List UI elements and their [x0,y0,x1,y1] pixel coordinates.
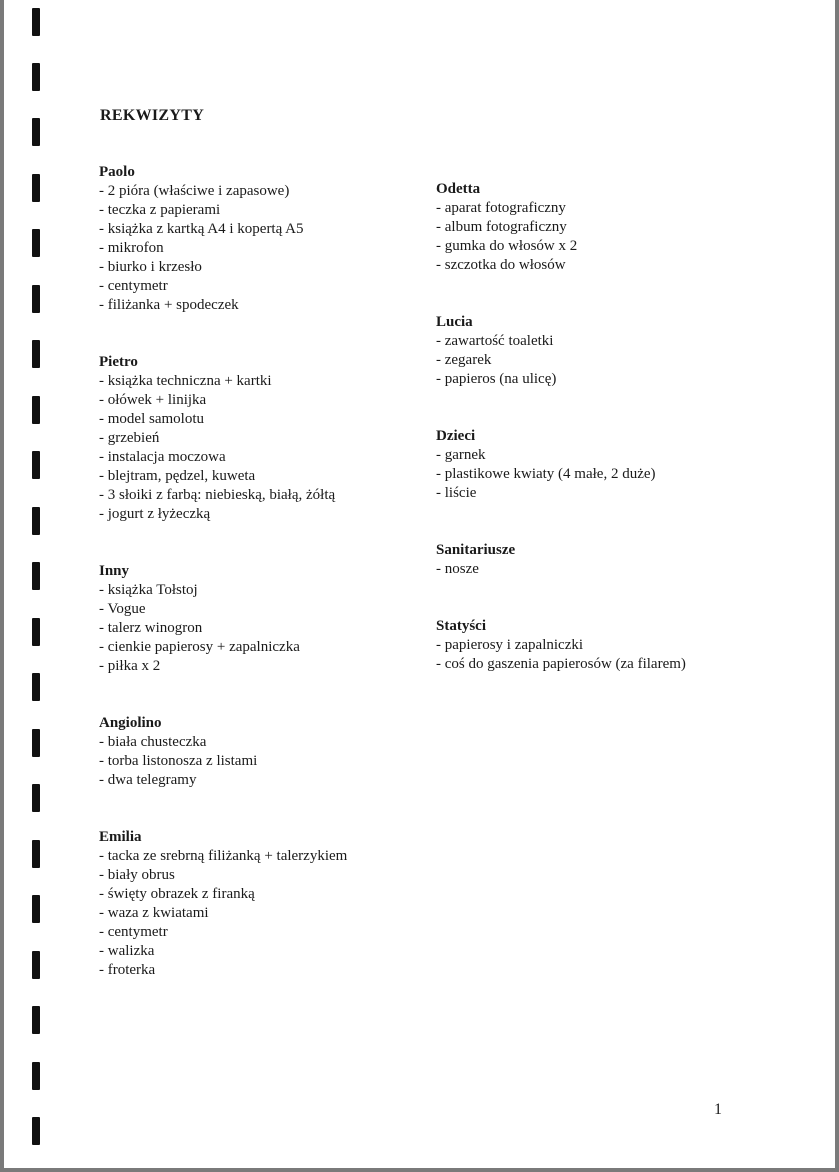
prop-item: - 2 pióra (właściwe i zapasowe) [99,183,290,199]
binding-hole [32,951,40,979]
prop-item: - grzebień [99,430,160,446]
prop-item: - garnek [436,447,486,463]
prop-item: - mikrofon [99,240,164,256]
binding-hole [32,784,40,812]
binding-hole [32,174,40,202]
prop-list [436,199,796,275]
prop-item: - gumka do włosów x 2 [436,238,578,254]
prop-item: - książka z kartką A4 i kopertą A5 [99,221,304,237]
binding-hole [32,229,40,257]
prop-item: - papieros (na ulicę) [436,371,557,387]
prop-item: - zegarek [436,352,492,368]
binding-holes [32,0,40,1172]
section-heading: Paolo [99,164,135,180]
prop-item: - tacka ze srebrną filiżanką + talerzykiem [99,848,348,864]
section-heading: Angiolino [99,715,162,731]
section-lucia [436,313,796,389]
section-pietro [99,353,409,524]
binding-hole [32,673,40,701]
binding-hole [32,396,40,424]
prop-item: - instalacja moczowa [99,449,226,465]
binding-hole [32,118,40,146]
section-heading: Dzieci [436,428,476,444]
binding-hole [32,618,40,646]
prop-item: - talerz winogron [99,620,203,636]
section-heading: Pietro [99,354,138,370]
section-emilia [99,828,409,980]
section-dzieci [436,427,796,503]
prop-item: - 3 słoiki z farbą: niebieską, białą, żółtą [99,487,336,503]
prop-item: - torba listonosza z listami [99,753,258,769]
binding-hole [32,1062,40,1090]
binding-hole [32,1117,40,1145]
prop-item: - liście [436,485,477,501]
prop-item: - biurko i krzesło [99,259,202,275]
prop-item: - dwa telegramy [99,772,197,788]
section-heading: Lucia [436,314,473,330]
prop-item: - książka techniczna + kartki [99,373,272,389]
prop-item: - biały obrus [99,867,175,883]
binding-hole [32,562,40,590]
prop-item: - papierosy i zapalniczki [436,637,584,653]
prop-list [99,182,409,315]
binding-hole [32,63,40,91]
binding-hole [32,507,40,535]
prop-list [436,560,796,579]
section-heading: Emilia [99,829,142,845]
section-odetta [436,180,796,275]
prop-list [436,332,796,389]
binding-hole [32,729,40,757]
section-heading: Sanitariusze [436,542,516,558]
binding-hole [32,840,40,868]
prop-item: - aparat fotograficzny [436,200,566,216]
prop-item: - waza z kwiatami [99,905,209,921]
prop-item: - blejtram, pędzel, kuweta [99,468,256,484]
binding-hole [32,340,40,368]
left-column [99,163,409,980]
binding-hole [32,895,40,923]
prop-item: - piłka x 2 [99,658,161,674]
prop-item: - coś do gaszenia papierosów (za filarem) [436,656,686,672]
section-heading: Odetta [436,181,481,197]
prop-list [99,372,409,524]
prop-list [436,446,796,503]
prop-item: - cienkie papierosy + zapalniczka [99,639,300,655]
section-staty-ci [436,617,796,674]
prop-item: - nosze [436,561,479,577]
prop-list [99,847,409,980]
page-title: REKWIZYTY [100,107,205,124]
prop-list [99,581,409,676]
prop-item: - plastikowe kwiaty (4 małe, 2 duże) [436,466,656,482]
prop-item: - jogurt z łyżeczką [99,506,211,522]
binding-hole [32,451,40,479]
prop-item: - centymetr [99,924,168,940]
section-heading: Statyści [436,618,486,634]
prop-item: - filiżanka + spodeczek [99,297,239,313]
page-number: 1 [714,1101,722,1118]
prop-item: - album fotograficzny [436,219,567,235]
section-paolo [99,163,409,315]
prop-item: - walizka [99,943,155,959]
section-heading: Inny [99,563,130,579]
binding-hole [32,8,40,36]
prop-item: - książka Tołstoj [99,582,198,598]
prop-list [436,636,796,674]
section-inny [99,562,409,676]
prop-item: - szczotka do włosów [436,257,566,273]
prop-list [99,733,409,790]
prop-item: - Vogue [99,601,146,617]
prop-item: - zawartość toaletki [436,333,554,349]
binding-hole [32,1006,40,1034]
prop-item: - centymetr [99,278,168,294]
prop-item: - biała chusteczka [99,734,207,750]
prop-item: - teczka z papierami [99,202,221,218]
prop-item: - święty obrazek z firanką [99,886,255,902]
section-angiolino [99,714,409,790]
right-column [436,180,796,674]
prop-item: - froterka [99,962,156,978]
prop-item: - ołówek + linijka [99,392,207,408]
section-sanitariusze [436,541,796,579]
prop-item: - model samolotu [99,411,204,427]
binding-hole [32,285,40,313]
